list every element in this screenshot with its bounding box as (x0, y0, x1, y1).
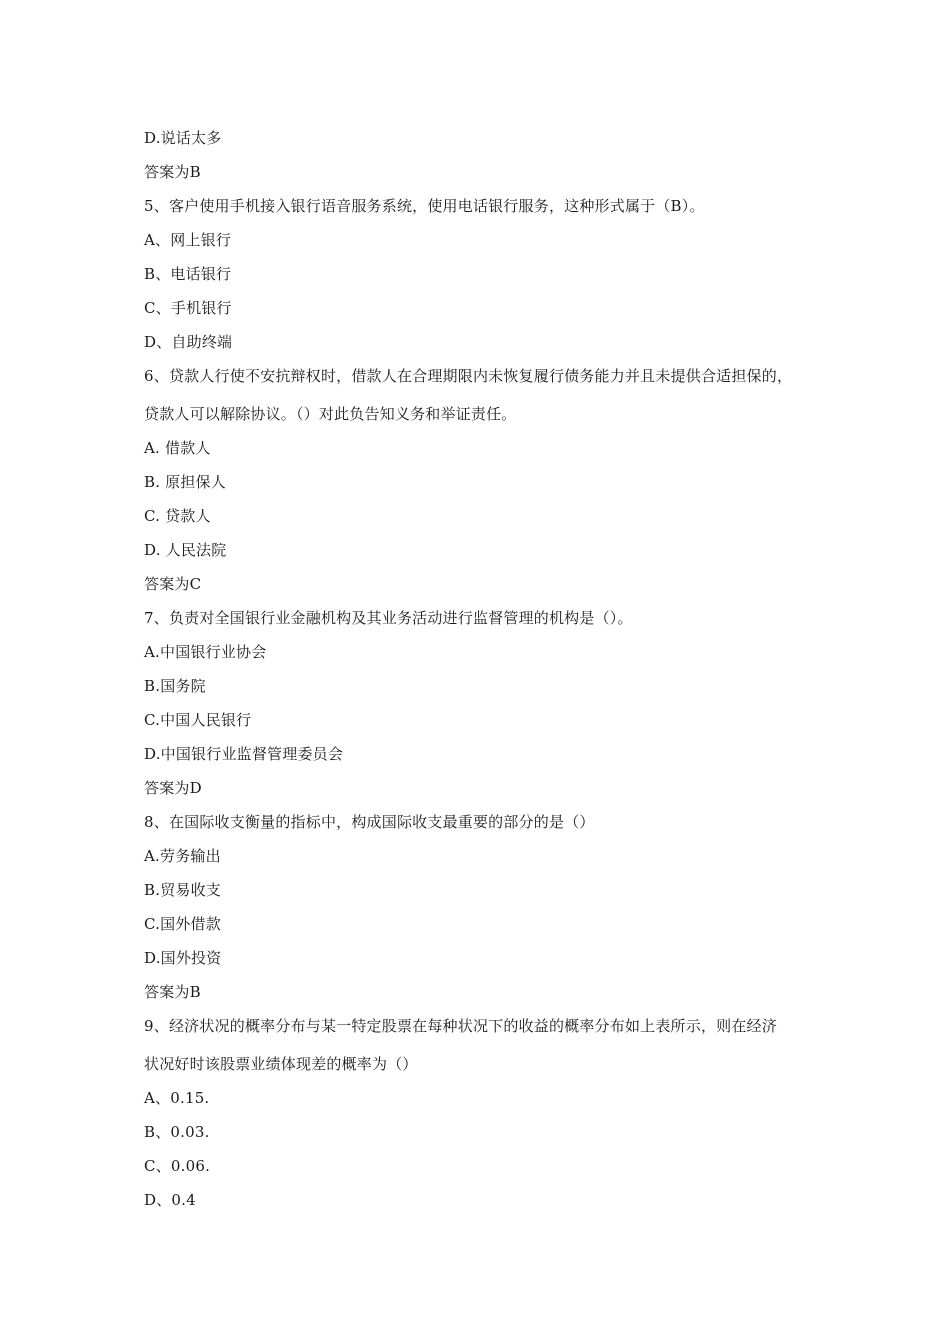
text-line: 8、在国际收支衡量的指标中，构成国际收支最重要的部分的是（） (144, 813, 595, 831)
text-line: D.说话太多 (144, 129, 222, 147)
text-line: A、0.15. (144, 1089, 210, 1107)
text-line: C.国外借款 (144, 915, 221, 933)
text-line: B.国务院 (144, 677, 206, 695)
text-line: 答案为B (144, 163, 201, 181)
text-line: A.中国银行业协会 (144, 643, 267, 661)
text-line: 6、贷款人行使不安抗辩权时，借款人在合理期限内未恢复履行债务能力并且未提供合适担保的， (144, 367, 793, 385)
text-line: 9、经济状况的概率分布与某一特定股票在每种状况下的收益的概率分布如上表所示，则在经济 (144, 1017, 777, 1035)
text-line: B、0.03. (144, 1123, 210, 1141)
text-line: D.国外投资 (144, 949, 222, 967)
text-line: C、0.06. (144, 1157, 211, 1175)
text-line: B、电话银行 (144, 265, 232, 283)
text-line: A. 借款人 (144, 439, 211, 457)
text-line: 5、客户使用手机接入银行语音服务系统，使用电话银行服务，这种形式属于（B）。 (144, 197, 705, 215)
text-line: A、网上银行 (144, 231, 232, 249)
text-line: 答案为D (144, 779, 202, 797)
text-line: D. 人民法院 (144, 541, 227, 559)
text-line: 答案为B (144, 983, 201, 1001)
text-line: B. 原担保人 (144, 473, 226, 491)
text-line: 7、负责对全国银行业金融机构及其业务活动进行监督管理的机构是（）。 (144, 609, 633, 627)
text-line: B.贸易收支 (144, 881, 221, 899)
text-line: D、自助终端 (144, 333, 233, 351)
text-line: C. 贷款人 (144, 507, 211, 525)
text-line: C.中国人民银行 (144, 711, 252, 729)
text-line: D、0.4 (144, 1191, 196, 1209)
text-line: 答案为C (144, 575, 202, 593)
text-line: 状况好时该股票业绩体现差的概率为（） (144, 1055, 418, 1073)
text-line: D.中国银行业监督管理委员会 (144, 745, 344, 763)
text-line: 贷款人可以解除协议。（）对此负告知义务和举证责任。 (144, 405, 517, 423)
text-line: C、手机银行 (144, 299, 232, 317)
text-line: A.劳务输出 (144, 847, 221, 865)
